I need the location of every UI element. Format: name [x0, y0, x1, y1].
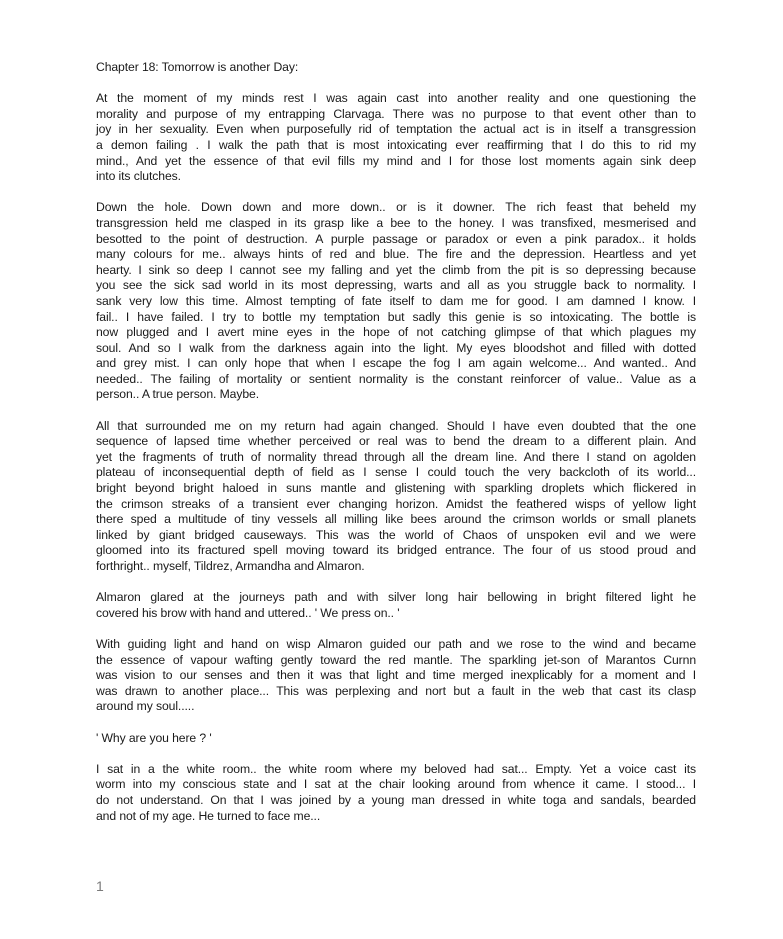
text-line-content: Down the hole. Down down and more down.. or is it downer. The rich feast that beheld my: [96, 200, 696, 215]
text-line-content: many colours for me.. always hints of red and blue. The fire and the depression. Heartless and yet: [96, 247, 696, 262]
text-line-content: there sped a multitude of tiny vessels all milling like bees around the crimson worlds or small planets: [96, 512, 696, 527]
text-line: [96, 793, 696, 809]
text-line-content: plateau of inconsequential depth of field as I sense I could touch the very backcloth of its world...: [96, 465, 696, 480]
text-line: [96, 684, 696, 700]
text-line: [96, 294, 696, 310]
page-number: 1: [96, 878, 104, 894]
paragraph: [96, 731, 696, 747]
text-line: [96, 247, 696, 263]
text-line-content: into its clutches.: [96, 169, 181, 184]
text-line: [96, 325, 696, 341]
text-line: [96, 809, 696, 825]
paragraph: [96, 419, 696, 575]
text-line-content: now plugged and I avert mine eyes in the hope of not catching glimpse of that which plagues my: [96, 325, 696, 340]
text-line-content: yet the fragments of truth of normality thread through all the dream line. And there I stand on agolden: [96, 449, 696, 464]
text-line-content: and grey mist. I can only hope that when I escape the fog I am again welcome... And wanted.. And: [96, 356, 696, 371]
text-line: [96, 107, 696, 123]
text-line: [96, 419, 696, 435]
text-line-content: All that surrounded me on my return had again changed. Should I have even doubted that the one: [96, 418, 696, 433]
text-line-content: sequence of lapsed time whether perceived or real was to bend the dream to a different plain. And: [96, 434, 696, 449]
text-line: [96, 200, 696, 216]
text-line-content: soul. And so I walk from the darkness again into the light. My eyes bloodshot and filled with dotted: [96, 340, 696, 355]
text-line: [96, 731, 696, 747]
text-line-content: you see the sick sad world in its most depressing, warts and all as you struggle back to normality. I: [96, 278, 696, 293]
text-line-content: ' Why are you here ? ': [96, 730, 212, 745]
text-line-content: linked by giant bridged causeways. This was the world of Chaos of unspoken evil and we were: [96, 527, 696, 542]
text-line-content: a demon failing . I walk the path that is most intoxicating ever reaffirming that I do this to rid my: [96, 137, 696, 152]
text-line: [96, 590, 696, 606]
text-line-content: and not of my age. He turned to face me...: [96, 808, 321, 823]
text-line-content: mind., And yet the essence of that evil fills my mind and I for those lost moments again sink deep: [96, 153, 696, 168]
text-line: [96, 528, 696, 544]
text-line: [96, 232, 696, 248]
text-line-content: covered his brow with hand and uttered.. ' We press on.. ': [96, 605, 400, 620]
text-line-content: needed.. The failing of mortality or sentient normality is the constant reinforcer of value.. Value as a: [96, 371, 696, 386]
text-line-content: fail.. I have failed. I try to bottle my temptation but sadly this genie is so intoxicating. The bottle is: [96, 309, 696, 324]
text-line-content: forthright.. myself, Tildrez, Armandha and Almaron.: [96, 559, 365, 573]
text-line: [96, 699, 696, 715]
text-line: [96, 481, 696, 497]
text-line-content: I sat in a the white room.. the white room where my beloved had sat... Empty. Yet a voice cast its: [96, 761, 696, 776]
text-line-content: At the moment of my minds rest I was again cast into another reality and one questioning the: [96, 91, 696, 106]
text-line-content: person.. A true person. Maybe.: [96, 387, 259, 402]
text-line: [96, 310, 696, 326]
text-line: [96, 154, 696, 170]
text-line: [96, 497, 696, 513]
paragraph: [96, 762, 696, 824]
text-line: [96, 138, 696, 154]
text-line: [96, 606, 696, 622]
text-line: [96, 559, 696, 575]
text-line-content: bright beyond bright haloed in suns mantle and glistening with sparkling droplets which flickered in: [96, 481, 696, 496]
text-line-content: was drawn to another place... This was perplexing and nort but a fault in the web that cast its clasp: [96, 683, 696, 698]
text-line: [96, 263, 696, 279]
text-line-content: With guiding light and hand on wisp Almaron guided our path and we rose to the wind and became: [96, 636, 696, 651]
text-line: [96, 387, 696, 403]
text-line-content: Almaron glared at the journeys path and with silver long hair bellowing in bright filtered light he: [96, 590, 696, 605]
text-line-content: around my soul.....: [96, 699, 195, 714]
paragraph: [96, 200, 696, 403]
text-line-content: transgression held me clasped in its grasp like a bee to the honey. I was transfixed, mesmerised and: [96, 215, 696, 230]
text-line-content: morality and purpose of my entrapping Clarvaga. There was no purpose to that event other than to: [96, 106, 696, 121]
text-line: [96, 372, 696, 388]
text-line: [96, 341, 696, 357]
paragraph: [96, 637, 696, 715]
text-line: [96, 91, 696, 107]
text-line: [96, 278, 696, 294]
text-line-content: sank very low this time. Almost tempting of fate itself to dam me for good. I am damned I know. I: [96, 293, 696, 308]
text-line: [96, 356, 696, 372]
text-line: [96, 653, 696, 669]
text-line-content: the crimson streaks of a transient ever changing horizon. Amidst the feathered wisps of yellow light: [96, 496, 696, 511]
text-line: [96, 122, 696, 138]
text-line-content: worm into my conscious state and I sat at the chair looking around from whence it came. I stood... I: [96, 777, 696, 792]
text-line: [96, 465, 696, 481]
text-line-content: the essence of vapour wafting gently toward the red mantle. The sparkling jet-son of Marantos Curnn: [96, 652, 696, 667]
text-line-content: do not understand. On that I was joined by a young man dressed in white toga and sandals, bearded: [96, 792, 696, 807]
text-line: [96, 777, 696, 793]
paragraph: [96, 91, 696, 185]
text-line: [96, 668, 696, 684]
text-line: [96, 216, 696, 232]
document-page: [96, 60, 696, 840]
text-line: [96, 762, 696, 778]
text-line-content: was vision to our senses and then it was that light and time merged inexplicably for a moment and I: [96, 668, 696, 683]
text-line: [96, 637, 696, 653]
text-line-content: hearty. I sink so deep I cannot see my falling and yet the climb from the pit is so depressing because: [96, 262, 696, 277]
text-line: [96, 543, 696, 559]
chapter-title: Chapter 18: Tomorrow is another Day:: [96, 60, 299, 74]
text-line: [96, 434, 696, 450]
text-line-content: gloomed into its fractured spell moving toward its bridged entrance. The four of us stood proud and: [96, 543, 696, 558]
text-line: [96, 169, 696, 185]
text-line-content: joy in her sexuality. Even when purposefully rid of temptation the actual act is in itself a transgression: [96, 122, 696, 137]
paragraph: [96, 590, 696, 621]
text-line: [96, 512, 696, 528]
text-line: [96, 450, 696, 466]
text-line-content: besotted to the point of destruction. A purple passage or paradox or even a pink paradox.. it holds: [96, 231, 696, 246]
document-body: [96, 91, 696, 824]
